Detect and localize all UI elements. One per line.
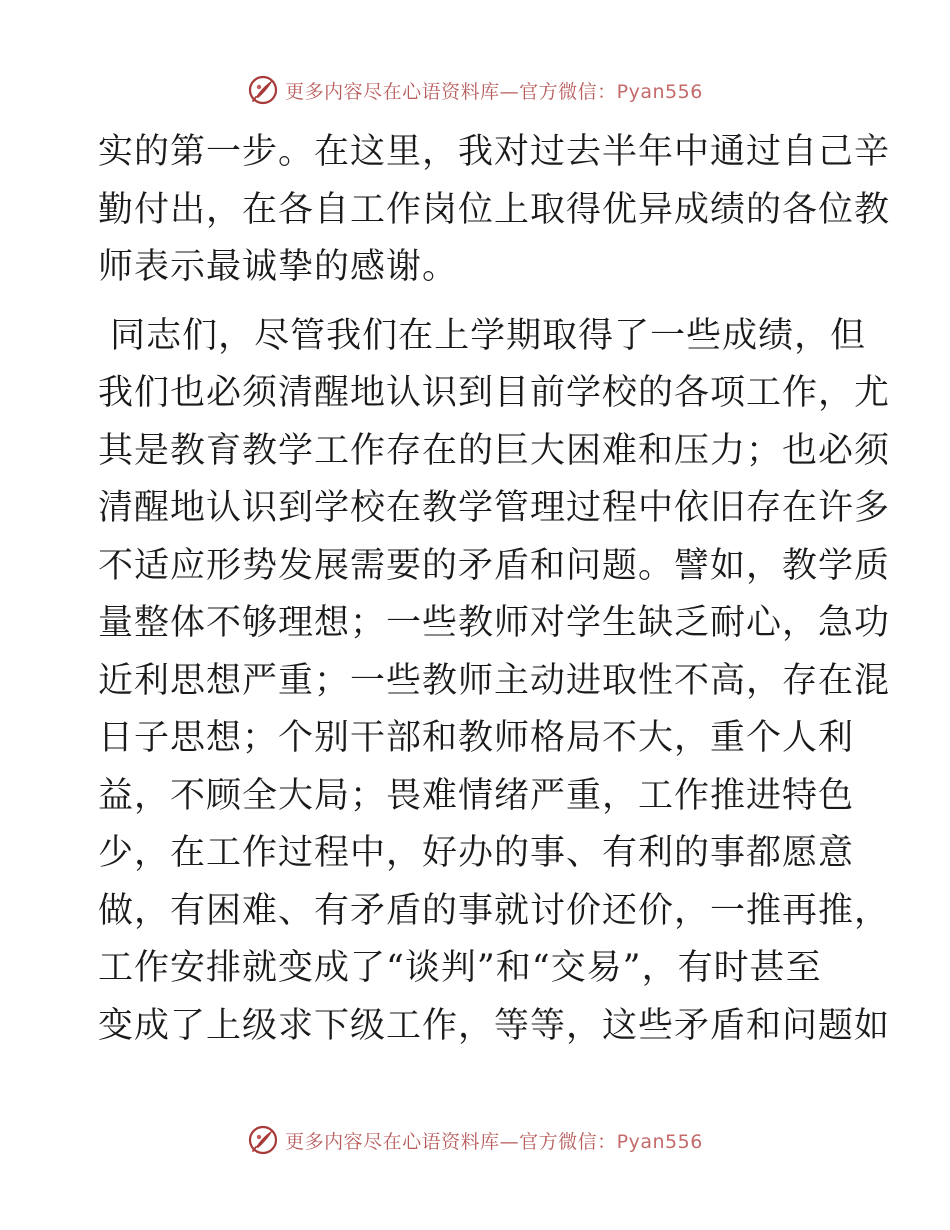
watermark-text: 更多内容尽在心语资料库—官方微信：Pyan556 [285,80,703,103]
text-line: 同志们，尽管我们在上学期取得了一些成绩，但 [98,315,867,356]
document-body [98,124,891,1113]
text-line: 其是教育教学工作存在的巨大困难和压力；也必须 [98,430,891,471]
quill-circle-icon [247,1124,279,1156]
paragraph-1 [98,124,891,297]
quill-circle-icon [247,74,279,106]
paragraph-2 [98,308,891,1113]
header-watermark [0,70,950,110]
text-line: 工作安排就变成了“谈判”和“交易”，有时甚至 [98,948,822,988]
text-line: 做，有困难、有矛盾的事就讨价还价，一推再推， [98,890,891,931]
paragraph-spacer [98,297,858,308]
text-line: 清醒地认识到学校在教学管理过程中依旧存在许多 [98,488,891,528]
text-line: 量整体不够理想；一些教师对学生缺乏耐心，急功 [98,603,891,643]
footer-watermark [0,1120,950,1160]
text-line [98,1055,858,1113]
text-line: 少，在工作过程中，好办的事、有利的事都愿意 [98,833,855,873]
text-line: 勤付出，在各自工作岗位上取得优异成绩的各位教 [98,189,891,230]
text-line: 师表示最诚挚的感谢。 [98,247,459,287]
text-line: 实的第一步。在这里，我对过去半年中通过自己辛 [98,132,891,172]
text-line: 日子思想；个别干部和教师格局不大，重个人利 [98,718,855,758]
text-line: 益，不顾全大局；畏难情绪严重，工作推进特色 [98,775,855,816]
text-line: 近利思想严重；一些教师主动进取性不高，存在混 [98,660,891,701]
text-line: 不适应形势发展需要的矛盾和问题。譬如，教学质 [98,545,891,586]
text-line: 我们也必须清醒地认识到目前学校的各项工作，尤 [98,373,891,413]
text-line: 变成了上级求下级工作，等等，这些矛盾和问题如 [98,1005,891,1046]
watermark-text: 更多内容尽在心语资料库—官方微信：Pyan556 [285,1130,703,1153]
